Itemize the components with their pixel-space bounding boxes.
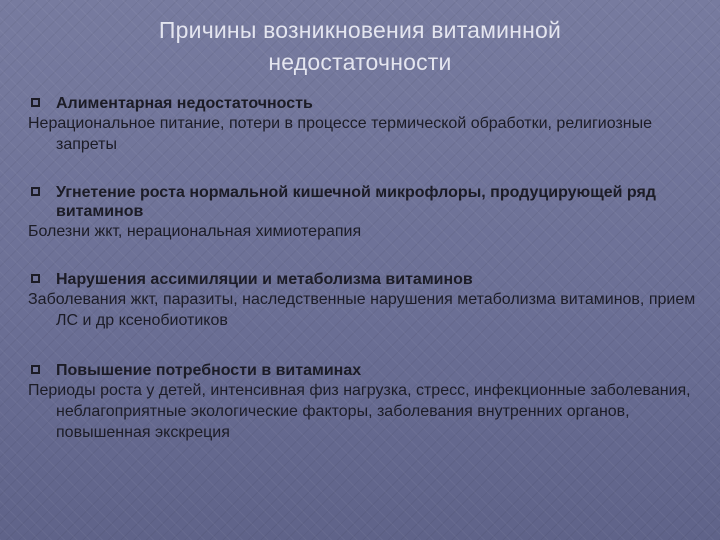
item-heading-text: Нарушения ассимиляции и метаболизма витаминов [56,271,473,288]
item-description: Нерациональное питание, потери в процессе термической обработки, религиозные запреты [28,115,653,153]
square-bullet-icon [31,187,40,196]
item-description: Периоды роста у детей, интенсивная физ нагрузка, стресс, инфекционные заболевания, неблагоприятные экологические факторы, заболевания внутренних органов, повышенная экскреция [28,382,691,441]
item-heading [28,94,708,113]
list-item-increased-demand [28,361,708,443]
item-heading-text: Алиментарная недостаточность [56,95,313,112]
list-item-alimentary [28,94,708,155]
item-heading [28,183,708,221]
slide-content [28,94,708,443]
item-heading-text: Угнетение роста нормальной кишечной микрофлоры, продуцирующей ряд витаминов [56,184,656,220]
list-item-microflora [28,183,708,242]
square-bullet-icon [31,365,40,374]
item-heading-text: Повышение потребности в витаминах [56,362,362,379]
list-item-assimilation [28,270,708,331]
square-bullet-icon [31,274,40,283]
item-heading [28,270,708,289]
square-bullet-icon [31,98,40,107]
slide-title: Причины возникновения витаминной недостаточности [158,17,562,75]
item-description: Заболевания жкт, паразиты, наследственные нарушения метаболизма витаминов, прием ЛС и др ксенобиотиков [28,291,696,329]
item-description: Болезни жкт, нерациональная химиотерапия [28,223,362,240]
item-heading [28,361,708,380]
